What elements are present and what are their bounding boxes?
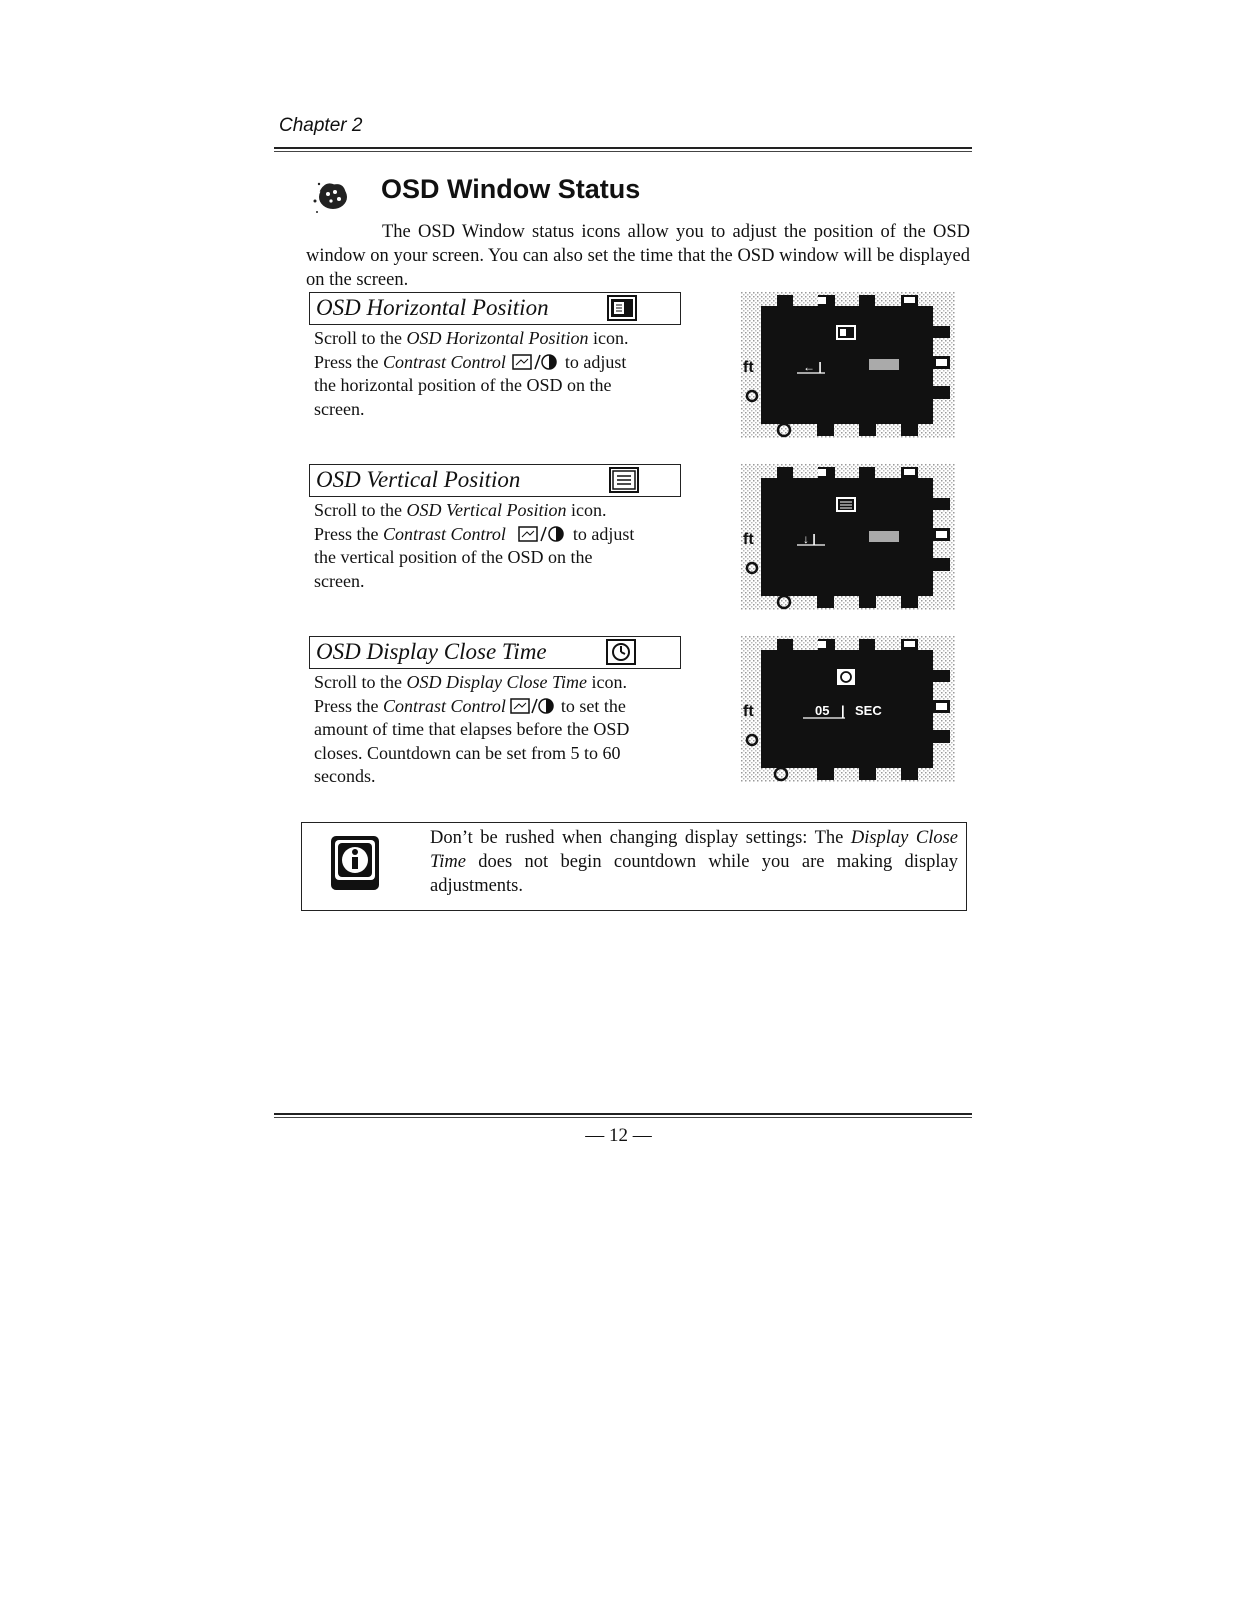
footer-rule <box>274 1113 972 1115</box>
hand-pointer-icon <box>308 172 354 218</box>
horizontal-position-icon <box>607 295 637 321</box>
svg-text:|: | <box>841 703 845 718</box>
section-body-horizontal: Scroll to the OSD Horizontal Position icon. Press the Contrast Control to adjust the horizontal position of the OSD on the screen. <box>314 328 629 419</box>
section-title: OSD Horizontal Position <box>316 295 549 320</box>
svg-text:ft: ft <box>743 531 754 548</box>
contrast-control-icon <box>510 697 556 715</box>
intro-paragraph <box>306 220 970 292</box>
header-rule <box>274 147 972 149</box>
footer-rule-thin <box>274 1117 972 1118</box>
osd-screenshot-vertical <box>741 464 955 610</box>
intro-text: The OSD Window status icons allow you to adjust the position of the OSD window on your screen. You can also set the time that the OSD window will be displayed on the screen. <box>306 222 970 290</box>
section-body-close-time: Scroll to the OSD Display Close Time icon. Press the Contrast Control to set the amount of time that elapses before the OSD closes. Countdown can be set from 5 to 60 seconds. <box>314 672 630 786</box>
chapter-label: Chapter 2 <box>279 115 363 136</box>
osd-screenshot-close-time <box>741 636 955 782</box>
contrast-control-icon <box>510 525 568 543</box>
section-title: OSD Display Close Time <box>316 639 547 664</box>
close-time-value: 05 <box>815 703 830 718</box>
section-body-vertical: Scroll to the OSD Vertical Position icon. Press the Contrast Control to adjust the vertical position of the OSD on the screen. <box>314 500 635 591</box>
svg-text:ft: ft <box>743 359 754 376</box>
information-note <box>301 822 967 911</box>
section-heading-close-time <box>309 636 681 669</box>
information-icon <box>330 835 380 891</box>
note-text: Don’t be rushed when changing display settings: The Display Close Time does not begin countdown while you are making display adjustments. <box>430 828 958 896</box>
contrast-control-icon <box>510 353 560 371</box>
page-title: OSD Window Status <box>381 174 641 204</box>
page-number: — 12 — <box>585 1125 652 1146</box>
header-rule-thin <box>274 151 972 152</box>
close-time-unit: SEC <box>855 703 882 718</box>
section-title: OSD Vertical Position <box>316 467 521 492</box>
svg-text:ft: ft <box>743 703 754 720</box>
svg-text:↓ |: ↓ | <box>803 532 816 546</box>
vertical-position-icon <box>609 467 639 493</box>
osd-screenshot-horizontal <box>741 292 955 438</box>
clock-icon <box>606 639 636 665</box>
svg-text:← |: ← | <box>803 360 822 374</box>
section-heading-horizontal <box>309 292 681 325</box>
section-heading-vertical <box>309 464 681 497</box>
